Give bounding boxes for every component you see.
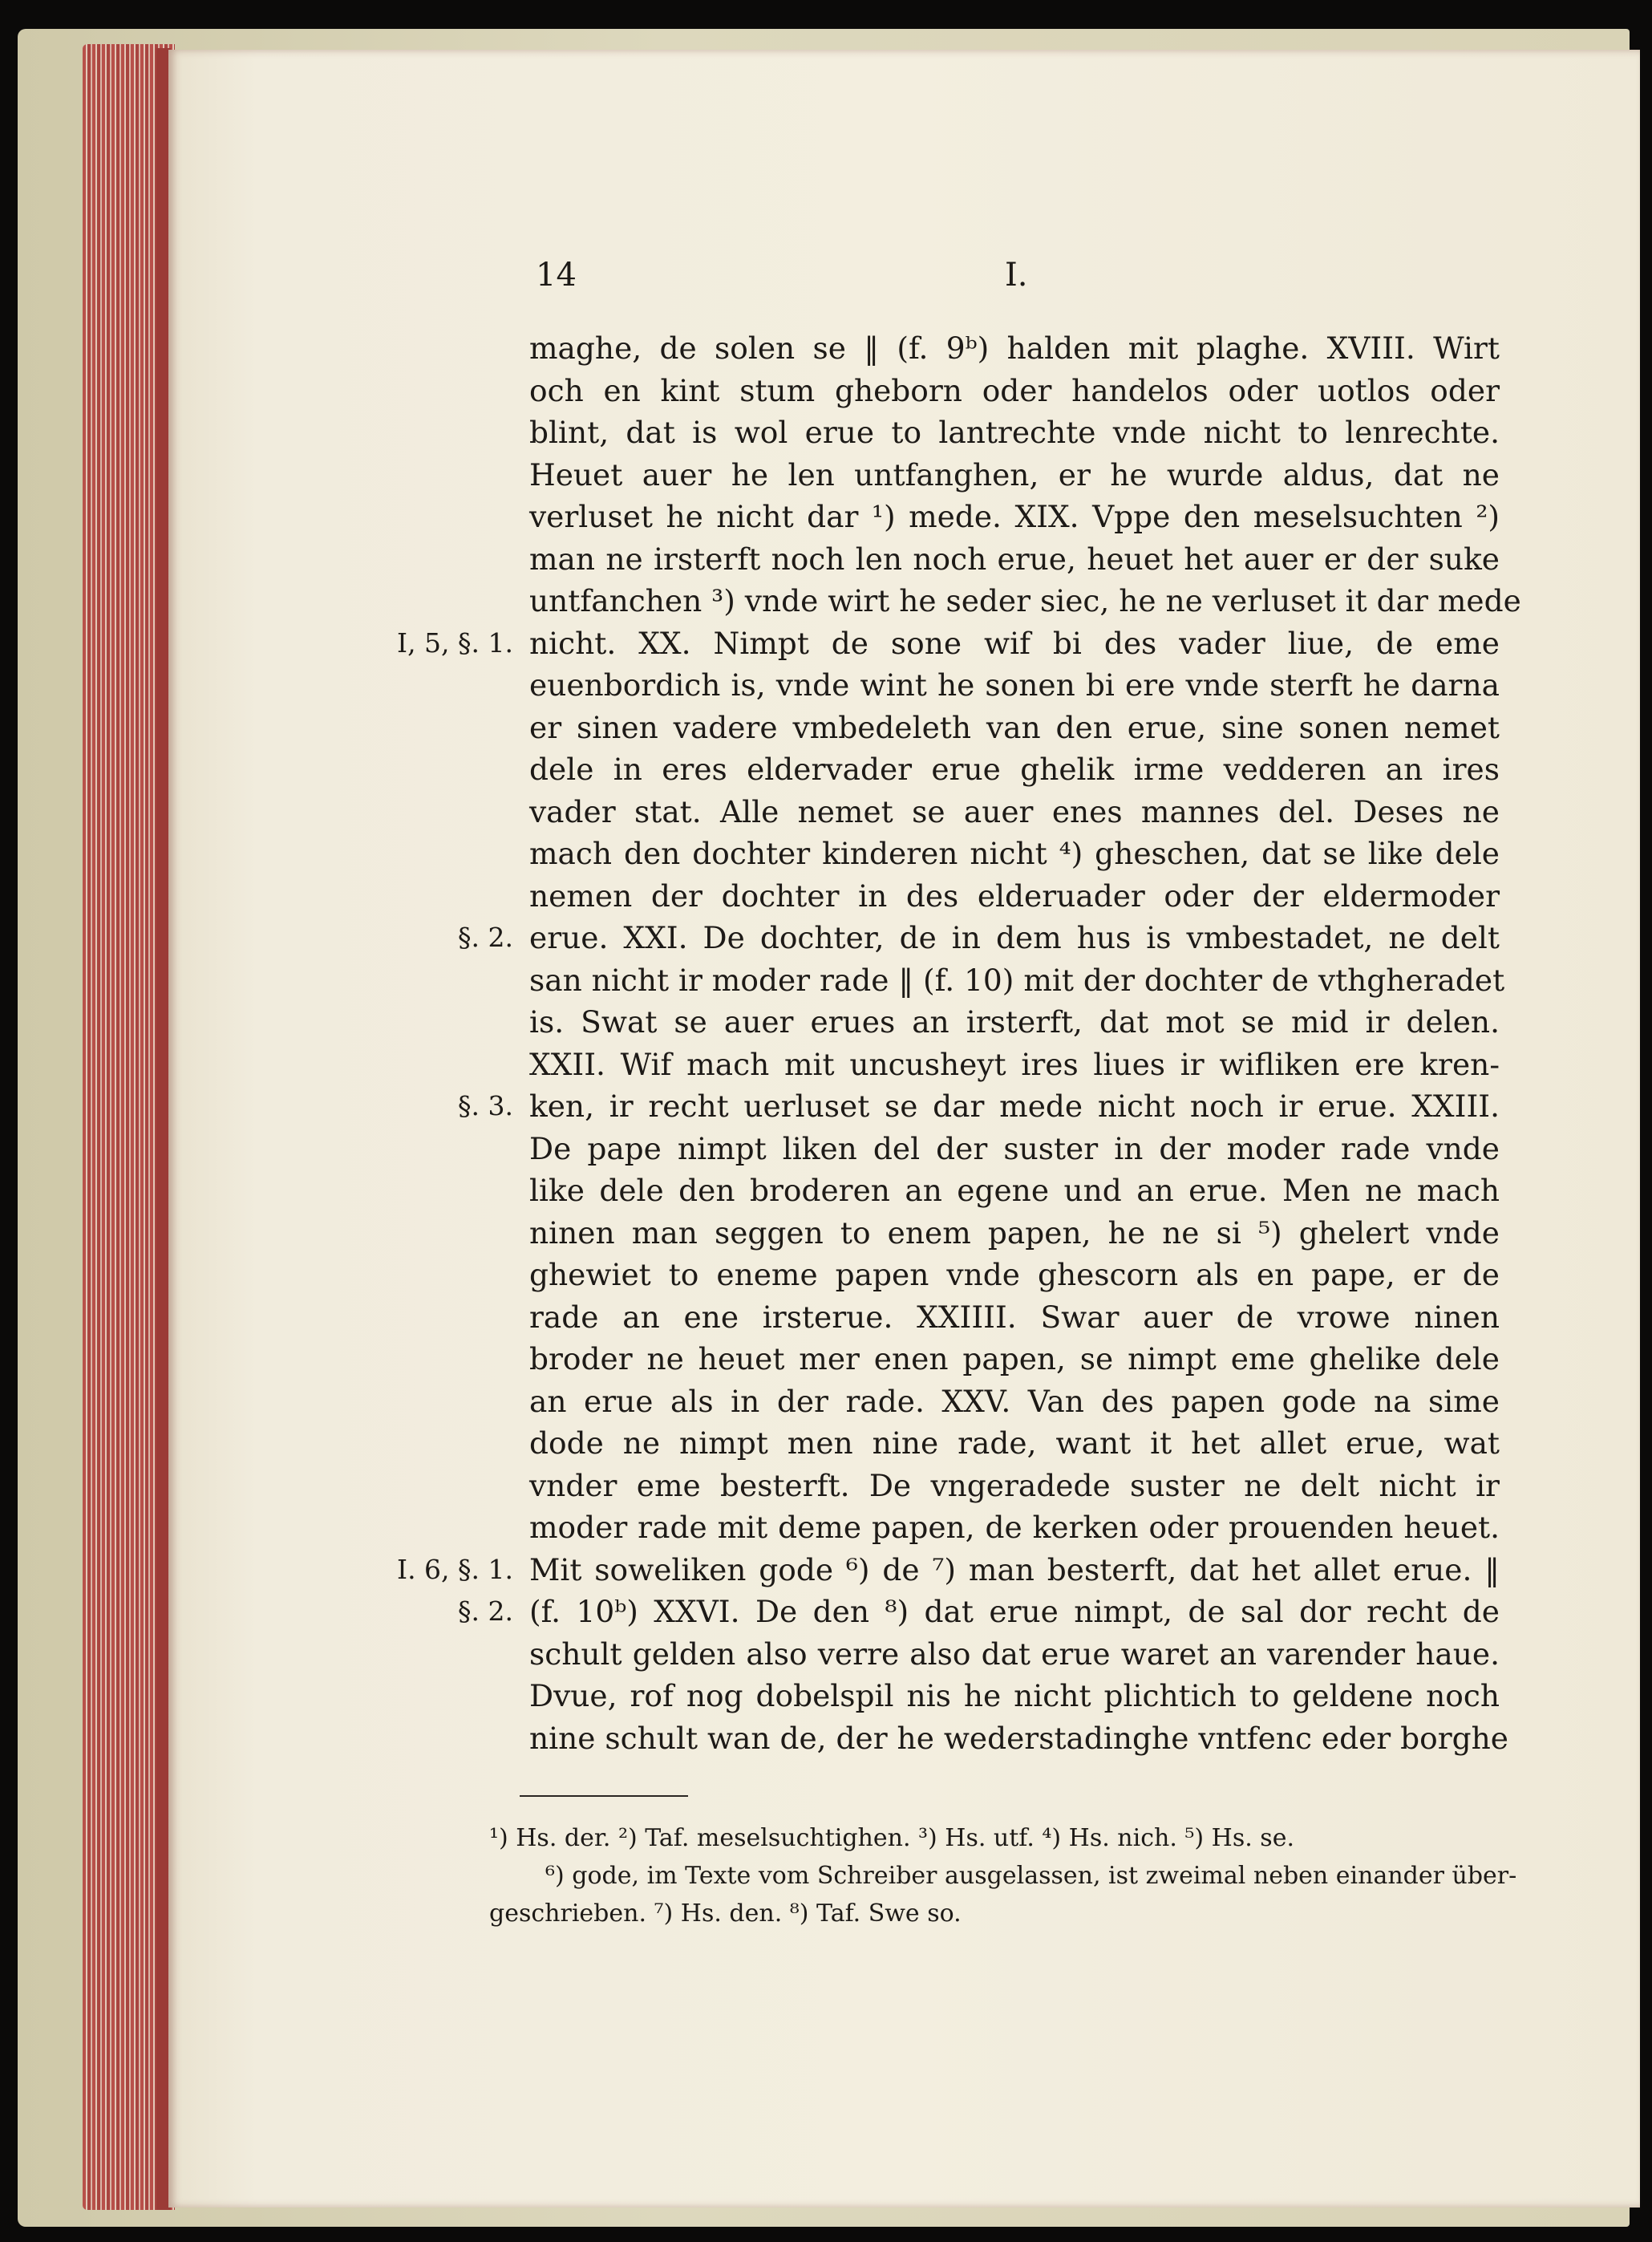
line-text: euenbordich is, vnde wint he sonen bi ere vnde sterft he darna <box>529 667 1500 703</box>
text-line <box>458 917 1500 959</box>
running-head <box>536 257 1498 305</box>
line-text: schult gelden also verre also dat erue waret an varender haue. <box>529 1636 1500 1672</box>
line-text: maghe, de solen se ‖ (f. 9ᵇ) halden mit plaghe. XVIII. Wirt <box>529 330 1500 366</box>
text-line <box>529 1170 1500 1212</box>
text-line <box>529 1128 1500 1170</box>
line-text: Heuet auer he len untfanghen, er he wurde aldus, dat ne <box>529 456 1500 493</box>
margin-reference: §. 2. <box>458 922 513 953</box>
text-line <box>529 1212 1500 1255</box>
text-line <box>397 622 1500 665</box>
text-line <box>529 496 1500 538</box>
line-text: verluset he nicht dar ¹) mede. XIX. Vppe den meselsuchten ²) <box>529 499 1500 534</box>
line-text: moder rade mit deme papen, de kerken oder prouenden heuet. <box>529 1510 1500 1545</box>
line-text: er sinen vadere vmbedeleth van den erue, sine sonen nemet <box>529 709 1500 745</box>
text-line <box>529 1254 1500 1296</box>
line-text: san nicht ir moder rade ‖ (f. 10) mit der dochter de vthgheradet <box>529 962 1505 998</box>
footnote-line: ⁶) gode, im Texte vom Schreiber ausgelassen, ist zweimal neben einander über- <box>545 1862 1517 1890</box>
text-line <box>529 748 1500 791</box>
line-text: De pape nimpt liken del der suster in der moder rade vnde <box>529 1130 1500 1166</box>
line-text: erue. XXI. De dochter, de in dem hus is vmbestadet, ne delt <box>529 920 1500 955</box>
text-line <box>529 538 1500 581</box>
line-text: XXII. Wif mach mit uncusheyt ires liues ir wifliken ere kren- <box>529 1046 1500 1082</box>
line-text: nine schult wan de, der he wederstadinghe vntfenc eder borghe <box>529 1720 1508 1756</box>
line-text: ken, ir recht uerluset se dar mede nicht noch ir erue. XXIII. <box>529 1089 1500 1124</box>
line-text: nicht. XX. Nimpt de sone wif bi des vader liue, de eme <box>529 625 1500 661</box>
text-line <box>529 1001 1500 1044</box>
line-text: blint, dat is wol erue to lantrechte vnde nicht to lenrechte. <box>529 415 1500 450</box>
text-line <box>529 580 1521 622</box>
text-line <box>529 1044 1500 1086</box>
main-text <box>397 327 1521 1759</box>
text-line <box>529 454 1500 497</box>
text-line <box>529 1422 1500 1465</box>
text-line <box>529 875 1500 918</box>
text-line <box>529 1338 1500 1380</box>
line-text: Mit soweliken gode ⁶) de ⁷) man besterft, dat het allet erue. ‖ <box>529 1551 1500 1587</box>
line-text: is. Swat se auer erues an irsterft, dat mot se mid ir delen. <box>529 1004 1500 1040</box>
text-line <box>529 791 1500 833</box>
text-line <box>529 412 1500 454</box>
line-text: (f. 10ᵇ) XXVI. De den ⁸) dat erue nimpt, de sal dor recht de <box>529 1594 1500 1629</box>
text-line <box>529 327 1500 370</box>
chapter-heading: I. <box>1005 257 1028 294</box>
line-text: broder ne heuet mer enen papen, se nimpt eme ghelike dele <box>529 1341 1500 1376</box>
text-line <box>529 1506 1500 1549</box>
text-line <box>529 1675 1500 1717</box>
line-text: man ne irsterft noch len noch erue, heuet het auer er der suke <box>529 541 1500 577</box>
text-line <box>529 833 1500 875</box>
line-text: rade an ene irsterue. XXIIII. Swar auer de vrowe ninen <box>529 1299 1500 1335</box>
line-text: like dele den broderen an egene und an erue. Men ne mach <box>529 1173 1500 1208</box>
line-text: dode ne nimpt men nine rade, want it het allet erue, wat <box>529 1425 1500 1461</box>
line-text: och en kint stum gheborn oder handelos oder uotlos oder <box>529 372 1500 408</box>
margin-reference: I. 6, §. 1. <box>397 1553 513 1585</box>
text-line <box>529 959 1505 1002</box>
line-text: ninen man seggen to enem papen, he ne si ⁵) ghelert vnde <box>529 1214 1500 1251</box>
text-line <box>529 1465 1500 1507</box>
margin-reference: §. 2. <box>458 1595 513 1627</box>
footnote-line: geschrieben. ⁷) Hs. den. ⁸) Taf. Swe so. <box>489 1899 962 1928</box>
text-line <box>529 664 1500 707</box>
line-text: nemen der dochter in des elderuader oder der eldermoder <box>529 878 1500 914</box>
line-text: untfanchen ³) vnde wirt he seder siec, he ne verluset it dar mede <box>529 583 1521 618</box>
line-text: dele in eres eldervader erue ghelik irme vedderen an ires <box>529 752 1500 787</box>
text-line <box>397 1549 1500 1591</box>
line-text: vnder eme besterft. De vngeradede suster ne delt nicht ir <box>529 1467 1500 1503</box>
text-line <box>529 1717 1508 1760</box>
text-line <box>529 1633 1500 1676</box>
page-number: 14 <box>536 257 577 294</box>
margin-reference: §. 3. <box>458 1090 513 1121</box>
text-line <box>458 1591 1500 1633</box>
text-line <box>529 1380 1500 1423</box>
footnotes <box>489 1819 1517 1932</box>
footnote-line: ¹) Hs. der. ²) Taf. meselsuchtighen. ³) Hs. utf. ⁴) Hs. nich. ⁵) Hs. se. <box>489 1824 1294 1852</box>
text-line <box>529 370 1500 412</box>
text-line <box>529 1296 1500 1339</box>
line-text: Dvue, rof nog dobelspil nis he nicht plichtich to geldene noch <box>529 1678 1500 1713</box>
line-text: ghewiet to eneme papen vnde ghescorn als en pape, er de <box>529 1257 1500 1292</box>
line-text: an erue als in der rade. XXV. Van des papen gode na sime <box>529 1383 1500 1419</box>
line-text: vader stat. Alle nemet se auer enes mannes del. Deses ne <box>529 793 1500 829</box>
margin-reference: I, 5, §. 1. <box>397 626 513 659</box>
text-line <box>458 1085 1500 1128</box>
footnote-divider <box>520 1795 688 1797</box>
line-text: mach den dochter kinderen nicht ⁴) gheschen, dat se like dele <box>529 836 1500 871</box>
text-line <box>529 707 1500 749</box>
